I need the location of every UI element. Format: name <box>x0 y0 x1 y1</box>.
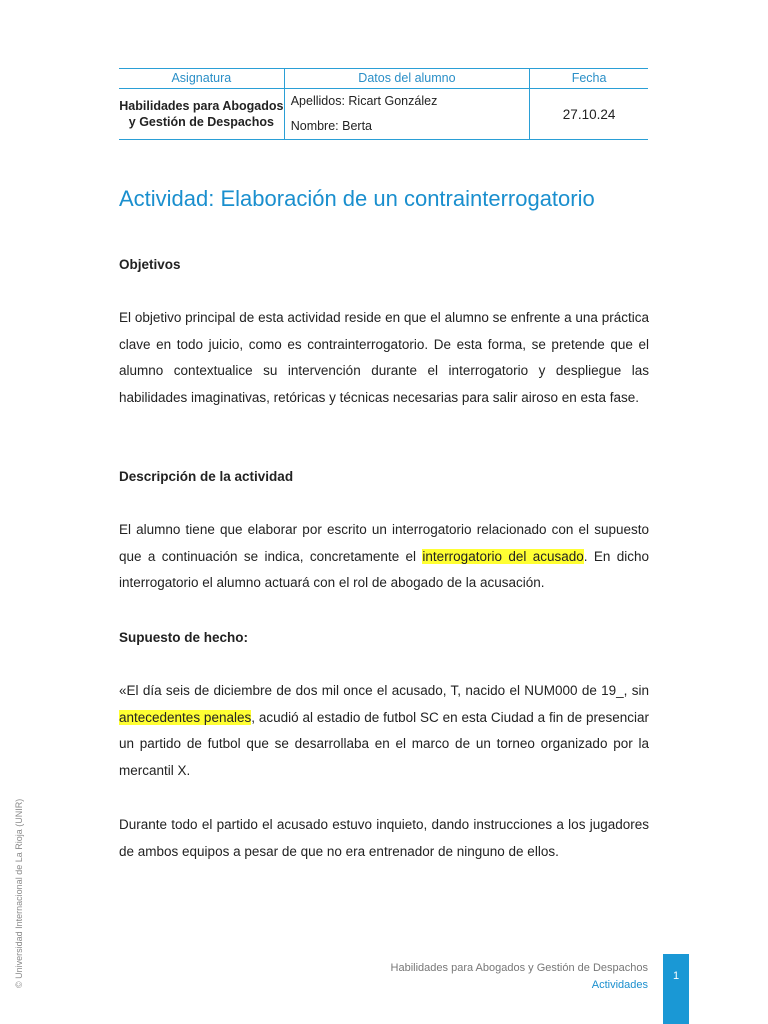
facts-heading: Supuesto de hecho: <box>119 630 249 645</box>
sidebar-credit: © Universidad Internacional de La Rioja (UNIR) <box>14 798 24 988</box>
description-heading: Descripción de la actividad <box>119 469 294 484</box>
footer-course: Habilidades para Abogados y Gestión de Despachos <box>390 962 648 974</box>
description-text-after: . En dicho interrogatorio el alumno actuará con el rol de abogado de la acusación. <box>119 548 649 590</box>
student-cell <box>284 89 529 140</box>
description-text-before: El alumno tiene que elaborar por escrito un interrogatorio relacionado con el supuesto que a continuación se indica, concretamente el <box>119 522 649 564</box>
facts-paragraph-1 <box>119 678 649 784</box>
header-col-date: Fecha <box>530 69 648 89</box>
header-col-subject: Asignatura <box>119 69 284 89</box>
header-table <box>119 68 648 140</box>
header-col-student: Datos del alumno <box>284 69 529 89</box>
footer-section: Actividades <box>591 979 648 991</box>
description-paragraph <box>119 517 649 597</box>
surname-line: Apellidos: Ricart González <box>290 94 438 108</box>
page-number-badge: 1 <box>663 954 689 1024</box>
highlight-interrogatorio: interrogatorio del acusado <box>422 548 584 564</box>
facts-text-after: , acudió al estadio de futbol SC en esta Ciudad a fin de presenciar un partido de futbol que se desarrollaba en el marco de un torneo organizado por la mercantil X. <box>119 709 649 778</box>
objectives-heading: Objetivos <box>119 257 181 272</box>
highlight-antecedentes: antecedentes penales <box>119 709 252 725</box>
page-title: Actividad: Elaboración de un contrainterrogatorio <box>119 186 595 211</box>
name-line: Nombre: Berta <box>290 119 372 133</box>
date-cell: 27.10.24 <box>530 89 648 140</box>
subject-cell: Habilidades para Abogados y Gestión de Despachos <box>119 89 284 140</box>
facts-paragraph-2: Durante todo el partido el acusado estuvo inquieto, dando instrucciones a los jugadores de ambos equipos a pesar de que no era entrenador de ninguno de ellos. <box>119 817 649 859</box>
objectives-paragraph: El objetivo principal de esta actividad reside en que el alumno se enfrente a una práctica clave en todo juicio, como es contrainterrogatorio. De esta forma, se pretende que el alumno contextualice su intervención durante el interrogatorio y despliegue las habilidades imaginativas, retóricas y técnicas necesarias para salir airoso en esta fase. <box>119 310 649 405</box>
facts-text-before: «El día seis de diciembre de dos mil once el acusado, T, nacido el NUM000 de 19_, sin <box>119 683 649 698</box>
